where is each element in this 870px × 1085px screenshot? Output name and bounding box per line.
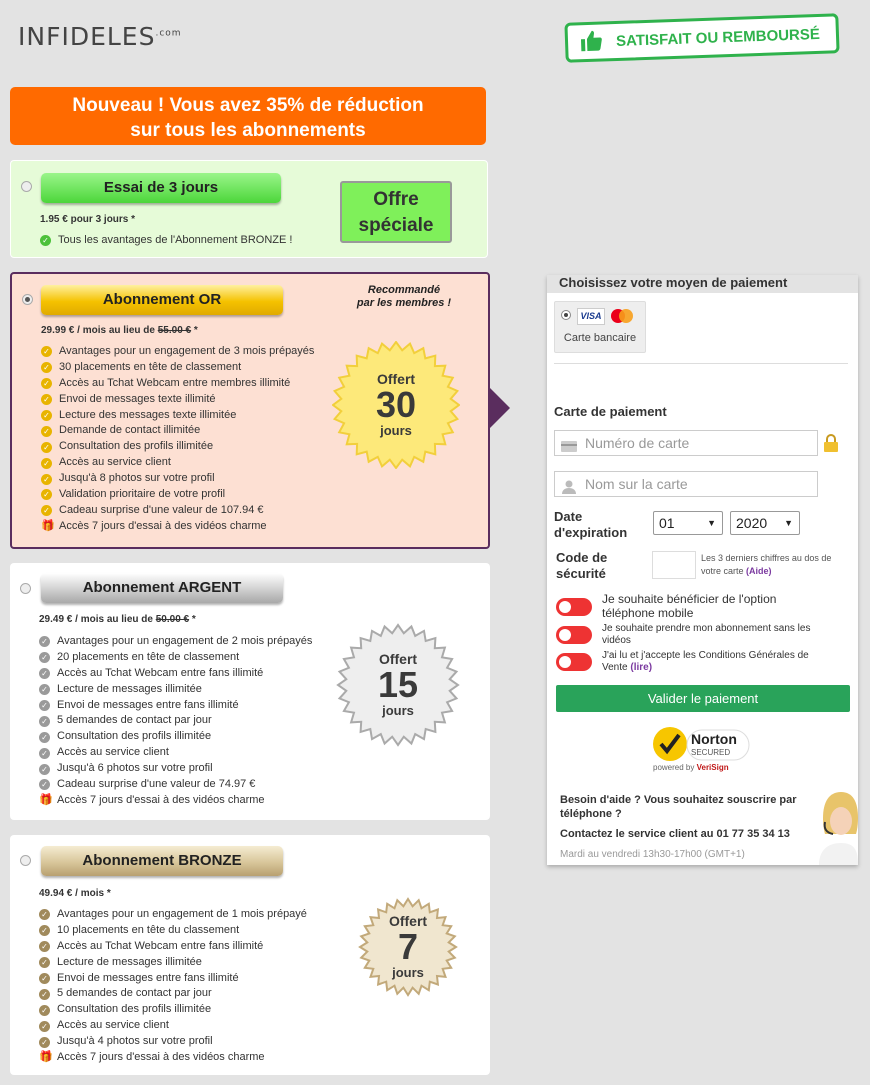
recommended-label [348,284,460,310]
feature-label: Accès au service client [57,746,169,759]
check-icon: ✓ [41,378,52,389]
card-option-label: Carte bancaire [563,332,637,344]
feature-label: Accès 7 jours d'essai à des vidéos charme [59,519,267,532]
list-item [39,729,312,745]
chevron-down-icon: ▼ [707,518,716,528]
list-item [41,455,314,471]
month-value: 01 [659,515,675,531]
feature-label: Lecture des messages texte illimitée [59,408,237,421]
help-title: Besoin d'aide ? Vous souhaitez souscrire par téléphone ? [560,794,797,820]
list-item [39,682,312,698]
feature-label: 5 demandes de contact par jour [57,987,212,1000]
feature-label: Avantages pour un engagement de 3 mois prépayés [59,345,315,357]
check-icon: ✓ [41,489,52,500]
plan-silver-button[interactable]: Abonnement ARGENT [41,573,283,603]
check-icon: ✓ [41,458,52,469]
powered-by: powered by [653,763,695,772]
help-hours: Mardi au vendredi 13h30-17h00 (GMT+1) [560,849,745,860]
thumbs-up-icon [578,28,605,55]
banner-line1: Nouveau ! Vous avez 35% de réduction [72,95,424,116]
gift-icon: 🎁 [39,793,53,806]
feature-label: Accès 7 jours d'essai à des vidéos charme [57,793,265,806]
divider [554,363,848,364]
check-icon: ✓ [39,716,50,727]
logo-text: INFIDELES [18,22,156,51]
check-icon: ✓ [39,957,50,968]
plan-bronze-radio[interactable] [20,855,31,866]
plan-silver-radio[interactable] [20,583,31,594]
feature-label: Avantages pour un engagement de 2 mois prépayés [57,635,313,647]
check-icon: ✓ [39,668,50,679]
list-item [39,986,307,1002]
check-icon: ✓ [39,732,50,743]
feature-label: Envoi de messages entre fans illimité [57,698,239,711]
feature-label: 10 placements en tête du classement [57,923,240,936]
feature-label: Cadeau surprise d'une valeur de 107.94 € [59,503,264,516]
list-item [39,698,312,714]
no-videos-label: Je souhaite prendre mon abonnement sans les vidéos [602,623,811,646]
list-item [41,392,314,408]
badge-top: Offert [388,913,428,929]
list-item [39,1050,307,1066]
feature-label: Lecture de messages illimitée [57,682,202,695]
feature-label: 20 placements en tête de classement [57,650,240,663]
credit-card-icon [561,436,577,450]
feature-label: 5 demandes de contact par jour [57,714,212,727]
expiry-line1: Date [554,509,583,524]
list-item [39,971,307,987]
terms-text: J'ai lu et j'accepte les Conditions Générales de Vente [602,650,809,673]
badge-bottom: jours [380,423,412,438]
site-logo[interactable] [18,22,182,51]
badge-number: 15 [377,664,419,705]
plan-trial-radio[interactable] [21,181,32,192]
feature-label: 30 placements en tête de classement [59,360,242,373]
plan-gold[interactable] [10,272,490,549]
cvv-help [701,552,846,578]
norton-secured: SECURED [691,748,731,757]
submit-payment-button[interactable]: Valider le paiement [556,685,850,712]
price-current: 29.99 € / mois au lieu de [41,325,155,336]
price-old: 50.00 € [155,614,190,625]
bronze-offer-badge [344,883,472,1011]
recommended-line1: Recommandé [367,284,441,296]
card-section-title: Carte de paiement [554,404,667,419]
expiry-month-select[interactable] [653,511,723,535]
feature-label: Accès au service client [57,1019,169,1032]
list-item [39,955,307,971]
price-old: 55.00 € [157,325,192,336]
plan-bronze-features [39,907,307,1066]
list-item [41,376,314,392]
plan-bronze-price [39,888,111,899]
feature-label: Validation prioritaire de votre profil [59,488,226,501]
feature-label: Avantages pour un engagement de 1 mois prépayé [57,908,307,920]
feature-label: Envoi de messages entre fans illimité [57,971,239,984]
feature-label: Accès 7 jours d'essai à des vidéos charme [57,1051,265,1064]
payment-title: Choisissez votre moyen de paiement [547,275,858,293]
offer-line1: Offre [373,189,419,210]
feature-label: Consultation des profils illimitée [59,440,214,453]
check-icon: ✓ [39,1021,50,1032]
cvv-help-text: Les 3 derniers chiffres au dos de votre carte [701,553,832,576]
check-icon: ✓ [39,973,50,984]
silver-offer-badge [334,621,462,749]
list-item [39,1002,307,1018]
list-item [39,793,312,809]
payment-panel [547,275,858,865]
badge-bottom: jours [382,703,414,718]
card-name-placeholder: Nom sur la carte [585,476,688,492]
list-item [39,666,312,682]
feature-label: Accès au Tchat Webcam entre fans illimité [57,666,264,679]
list-item [39,634,312,650]
check-icon: ✓ [40,235,51,246]
verisign-text: VeriSign [696,763,729,772]
plan-silver-features [39,634,312,809]
mobile-option-label: Je souhaite bénéficier de l'option téléphone mobile [602,592,777,620]
feature-label: Jusqu'à 8 photos sur votre profil [59,472,215,485]
list-item [41,408,314,424]
plan-trial-button[interactable]: Essai de 3 jours [41,173,281,203]
price-star: * [191,614,196,625]
card-number-input[interactable] [554,430,818,456]
list-item [39,650,312,666]
plan-silver-price [39,614,196,625]
badge-top: Offert [376,371,416,387]
visa-icon: VISA [577,308,605,325]
check-icon: ✓ [39,684,50,695]
card-number-placeholder: Numéro de carte [585,435,690,451]
plan-bronze-button[interactable]: Abonnement BRONZE [41,846,283,876]
check-icon: ✓ [39,1037,50,1048]
terms-link[interactable]: (lire) [630,662,653,673]
plan-gold-price [41,325,198,336]
feature-label: Consultation des profils illimitée [57,730,212,743]
list-item [39,713,312,729]
feature-label: Jusqu'à 4 photos sur votre profil [57,1035,213,1048]
expiry-line2: d'expiration [554,525,628,540]
plan-silver[interactable] [10,563,490,820]
feature-label: Demande de contact illimitée [59,424,201,437]
list-item [39,923,307,939]
card-name-input[interactable] [554,471,818,497]
cvv-line2: sécurité [556,566,606,581]
gold-offer-badge [332,341,460,469]
check-icon: ✓ [41,410,52,421]
gift-icon: 🎁 [41,519,55,532]
special-offer-badge [340,181,452,243]
list-item [40,233,292,249]
check-icon: ✓ [39,1005,50,1016]
badge-number: 7 [397,926,419,967]
price-star: * [193,325,198,336]
check-icon: ✓ [41,346,52,357]
check-icon: ✓ [41,426,52,437]
lock-icon [823,433,839,453]
help-phone[interactable]: Contactez le service client au 01 77 35 34 13 [560,828,790,840]
list-item [39,761,312,777]
arrow-connector-icon [488,386,510,430]
check-icon: ✓ [41,362,52,373]
check-icon: ✓ [39,941,50,952]
check-icon: ✓ [41,394,52,405]
discount-banner [10,87,486,145]
list-item [41,471,314,487]
gift-icon: 🎁 [39,1051,53,1064]
list-item [39,1034,307,1050]
feature-label: Cadeau surprise d'une valeur de 74.97 € [57,778,256,791]
check-icon: ✓ [41,505,52,516]
feature-label: Tous les avantages de l'Abonnement BRONZE ! [58,234,293,246]
check-icon: ✓ [39,636,50,647]
expiry-label [554,509,627,541]
badge-bottom: jours [392,965,424,980]
plan-trial[interactable] [10,160,488,258]
list-item [39,939,307,955]
list-item [41,487,314,503]
cvv-help-link[interactable]: (Aide) [746,566,772,576]
expiry-year-select[interactable] [730,511,800,535]
norton-badge [651,722,755,774]
check-icon: ✓ [39,989,50,1000]
plan-trial-features [40,233,292,249]
list-item [41,423,314,439]
price-current: 49.94 € / mois [39,888,105,899]
feature-label: Consultation des profils illimitée [57,1003,212,1016]
check-icon: ✓ [41,474,52,485]
check-icon: ✓ [41,442,52,453]
list-item [41,503,314,519]
list-item [41,519,314,535]
check-icon: ✓ [39,925,50,936]
mobile-option-toggle[interactable] [556,598,592,616]
check-icon: ✓ [39,652,50,663]
check-icon: ✓ [39,909,50,920]
price-star: * [106,888,111,899]
check-icon: ✓ [39,748,50,759]
list-item [39,777,312,793]
list-item [41,360,314,376]
cvv-label [556,550,607,582]
plan-gold-features [41,344,314,535]
plan-bronze[interactable] [10,835,490,1075]
list-item [39,1018,307,1034]
guarantee-text: SATISFAIT OU REMBOURSÉ [615,25,821,50]
logo-suffix: .com [155,28,182,39]
feature-label: Jusqu'à 6 photos sur votre profil [57,762,213,775]
list-item [41,344,314,360]
feature-label: Lecture de messages illimitée [57,955,202,968]
plan-gold-radio[interactable] [22,294,33,305]
terms-label [602,650,822,674]
plan-trial-price: 1.95 € pour 3 jours * [40,214,136,225]
norton-powered [653,763,729,772]
guarantee-badge [564,13,839,63]
card-payment-option[interactable] [554,301,646,353]
feature-label: Accès au service client [59,456,171,469]
norton-text: Norton [691,731,737,747]
check-icon: ✓ [39,700,50,711]
list-item [39,907,307,923]
support-agent-image [815,788,858,865]
list-item [39,745,312,761]
feature-label: Envoi de messages texte illimité [59,392,216,405]
feature-label: Accès au Tchat Webcam entre fans illimité [57,939,264,952]
offer-line2: spéciale [358,215,434,236]
badge-number: 30 [375,384,417,425]
mastercard-icon [608,307,636,326]
badge-top: Offert [378,651,418,667]
list-item [41,439,314,455]
check-icon: ✓ [39,764,50,775]
terms-toggle[interactable] [556,653,592,671]
cvv-line1: Code de [556,550,608,565]
banner-line2: sur tous les abonnements [130,120,366,141]
card-option-radio[interactable] [561,310,571,320]
year-value: 2020 [736,515,768,531]
check-icon: ✓ [39,779,50,790]
cvv-input[interactable] [652,551,696,579]
chevron-down-icon: ▼ [784,518,793,528]
feature-label: Accès au Tchat Webcam entre membres illimité [59,376,291,389]
price-current: 29.49 € / mois au lieu de [39,614,153,625]
no-videos-toggle[interactable] [556,626,592,644]
plan-gold-button[interactable]: Abonnement OR [41,285,283,315]
user-icon [561,477,577,491]
recommended-line2: par les membres ! [356,297,452,309]
